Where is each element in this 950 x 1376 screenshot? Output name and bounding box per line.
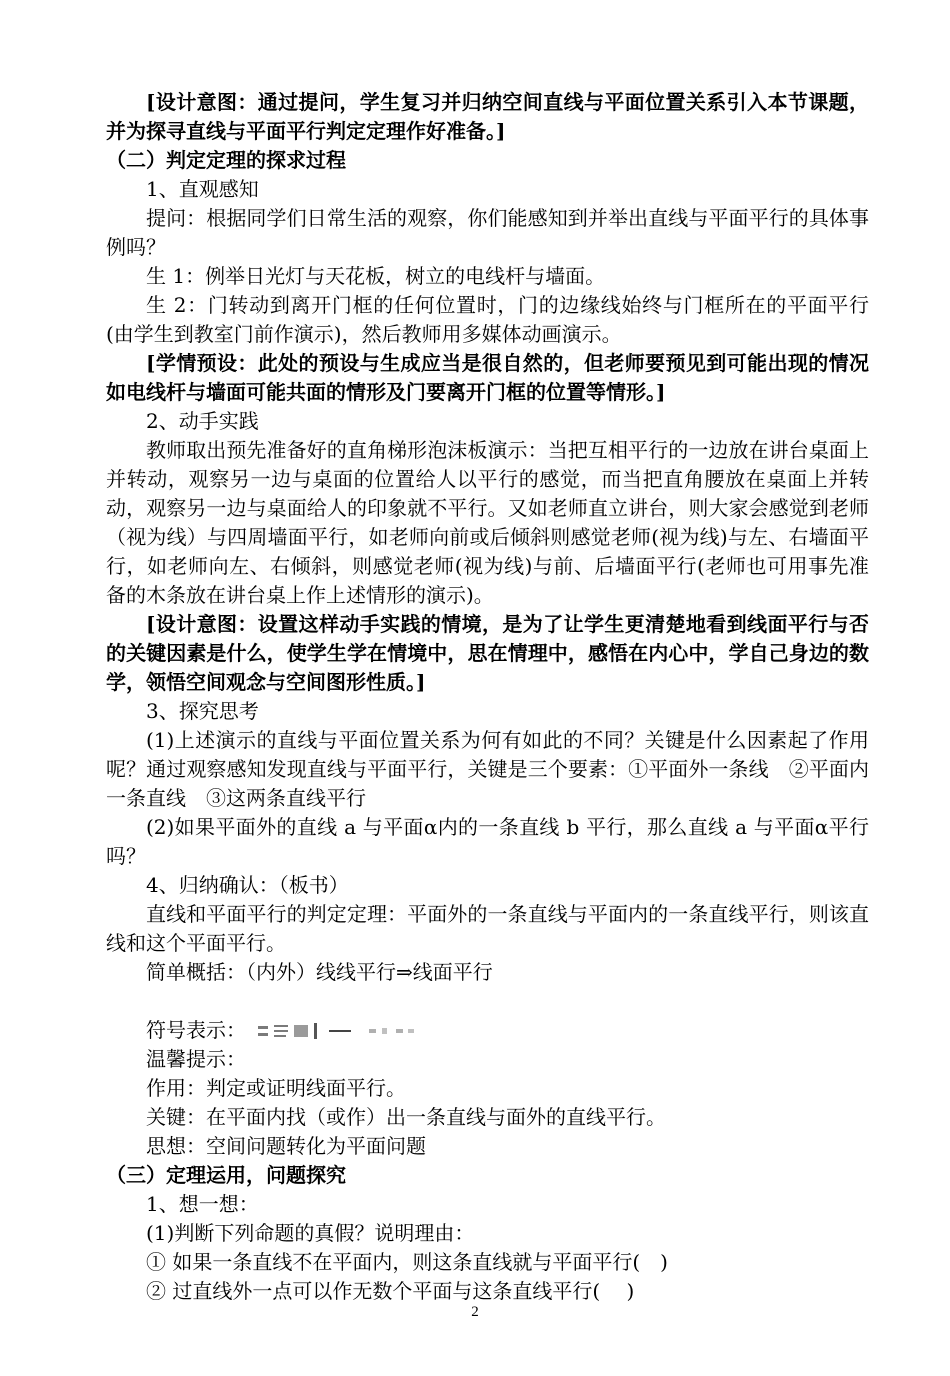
explore-question-1: (1)上述演示的直线与平面位置关系为何有如此的不同？关键是什么因素起了作用呢？通过观察感知发现直线与平面平行，关键是三个要素：①平面外一条线 ②平面内一条直线 ③这两条直线平行 bbox=[106, 728, 869, 810]
practice-paragraph: 教师取出预先准备好的直角梯形泡沫板演示：当把互相平行的一边放在讲台桌面上并转动，观察另一边与桌面的位置给人以平行的感觉，而当把直角腰放在桌面上并转动，观察另一边与桌面给人的印象就不平行。又如老师直立讲台，则大家会感觉到老师（视为线）与四周墙面平行，如老师向前或后倾斜则感觉老师(视为线)与左、右墙面平行，如老师向左、右倾斜，则感觉老师(视为线)与前、后墙面平行(老师也可用事先准备的木条放在讲台桌上作上述情形的演示)。 bbox=[106, 438, 869, 607]
theorem-summary: 简单概括：（内外）线线平行⇒线面平行 bbox=[146, 960, 493, 984]
symbol-row bbox=[106, 1016, 869, 1045]
symbol-label: 符号表示： bbox=[146, 1018, 246, 1042]
theorem-statement: 直线和平面平行的判定定理：平面外的一条直线与平面内的一条直线平行，则该直线和这个平面平行。 bbox=[106, 902, 869, 955]
symbol-formula-image bbox=[254, 1022, 494, 1040]
student-2-answer: 生 2：门转动到离开门框的任何位置时，门的边缘线始终与门框所在的平面平行(由学生到教室门前作演示)，然后教师用多媒体动画演示。 bbox=[106, 293, 869, 346]
student-1-answer: 生 1：例举日光灯与天花板，树立的电线杆与墙面。 bbox=[146, 264, 606, 288]
subsection-summary: 4、归纳确认：（板书） bbox=[146, 873, 349, 897]
section-heading-2: （二）判定定理的探求过程 bbox=[106, 148, 346, 172]
explore-question-2: (2)如果平面外的直线 a 与平面α内的一条直线 b 平行，那么直线 a 与平面α平行吗？ bbox=[106, 815, 869, 868]
document-page bbox=[106, 88, 869, 1306]
subsection-practice: 2、动手实践 bbox=[146, 409, 259, 433]
design-intent-2: [设计意图：设置这样动手实践的情境，是为了让学生更清楚地看到线面平行与否的关键因素是什么，使学生学在情境中，思在情理中，感悟在内心中，学自己身边的数学，领悟空间观念与空间图形性质。] bbox=[106, 612, 869, 694]
subsection-explore: 3、探究思考 bbox=[146, 699, 259, 723]
page-number: 2 bbox=[471, 1304, 479, 1320]
proposition-1: ① 如果一条直线不在平面内，则这条直线就与平面平行( ) bbox=[146, 1250, 668, 1274]
tip-key: 关键：在平面内找（或作）出一条直线与面外的直线平行。 bbox=[146, 1105, 666, 1129]
tip-function: 作用：判定或证明线面平行。 bbox=[146, 1076, 406, 1100]
tips-label: 温馨提示： bbox=[146, 1047, 246, 1071]
judge-question: (1)判断下列命题的真假？说明理由： bbox=[146, 1221, 475, 1245]
section-heading-3: （三）定理运用，问题探究 bbox=[106, 1163, 346, 1187]
design-intent-1: [设计意图：通过提问，学生复习并归纳空间直线与平面位置关系引入本节课题，并为探寻直线与平面平行判定定理作好准备。] bbox=[106, 90, 869, 143]
learning-preset: [学情预设：此处的预设与生成应当是很自然的，但老师要预见到可能出现的情况如电线杆与墙面可能共面的情形及门要离开门框的位置等情形。] bbox=[106, 351, 869, 404]
subsection-intuition: 1、直观感知 bbox=[146, 177, 259, 201]
question-paragraph: 提问：根据同学们日常生活的观察，你们能感知到并举出直线与平面平行的具体事例吗？ bbox=[106, 206, 869, 259]
think-label: 1、想一想： bbox=[146, 1192, 259, 1216]
tip-idea: 思想：空间问题转化为平面问题 bbox=[146, 1134, 426, 1158]
proposition-2: ② 过直线外一点可以作无数个平面与这条直线平行( ) bbox=[146, 1279, 635, 1303]
